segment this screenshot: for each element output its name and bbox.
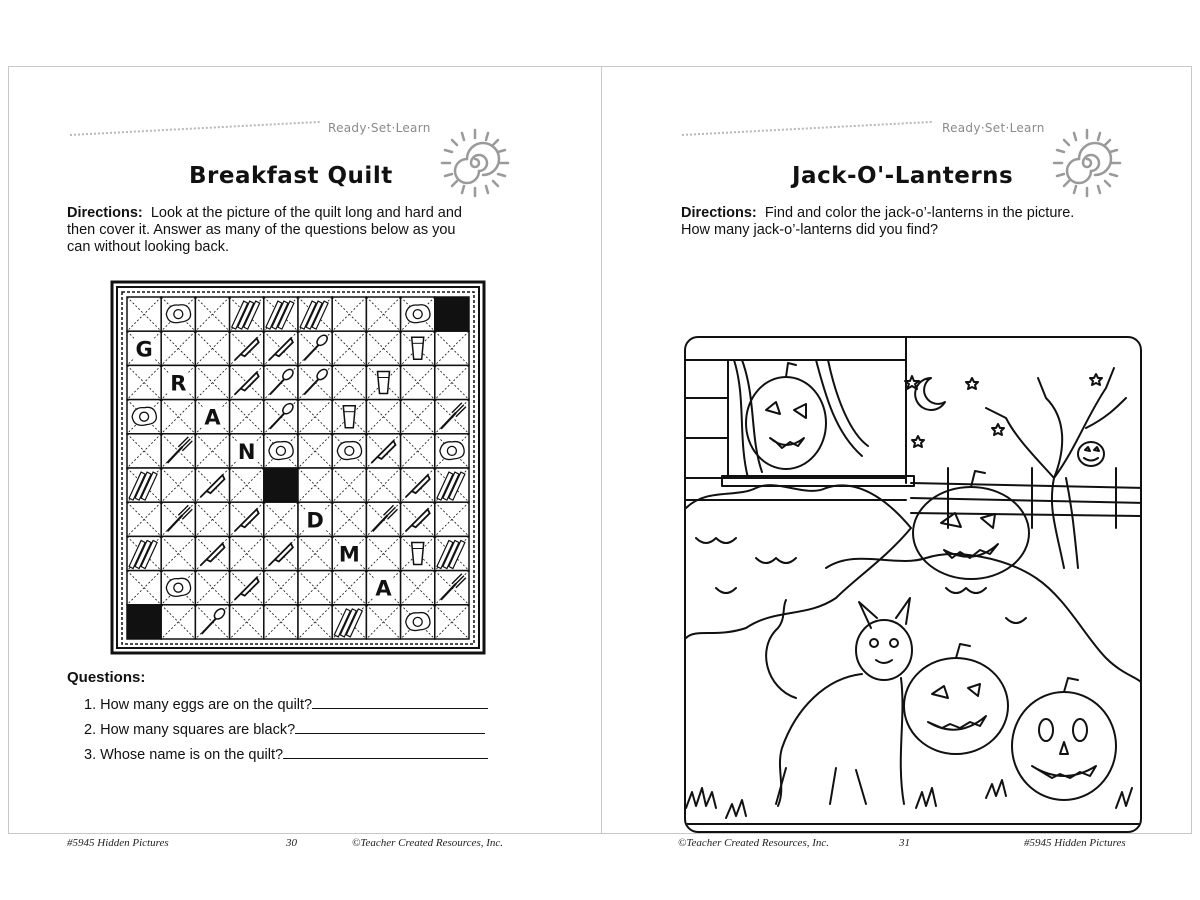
quilt-cell: [401, 331, 435, 365]
quilt-cell: [127, 468, 161, 502]
left-page: [8, 66, 602, 849]
quilt-cell: [435, 365, 469, 399]
quilt-cell: [401, 365, 435, 399]
quilt-cell: [332, 605, 366, 639]
night-sky: [905, 374, 1102, 447]
quilt-cell: [161, 434, 195, 468]
quilt-cell: [161, 605, 195, 639]
quilt-cell: [401, 297, 435, 331]
quilt-cell: [298, 605, 332, 639]
quilt-cell: [127, 605, 161, 639]
grass: [686, 780, 1142, 824]
answer-blank[interactable]: [312, 695, 488, 709]
quilt-letter: N: [237, 439, 256, 464]
directions-line: How many jack-o’-lanterns did you find?: [681, 222, 939, 238]
quilt-cell: [127, 297, 161, 331]
quilt-cell: [366, 502, 400, 536]
egg-icon: [440, 442, 464, 460]
quilt-cell: [161, 331, 195, 365]
quilt-cell: [366, 365, 400, 399]
directions-line: then cover it. Answer as many of the questions below as you: [67, 222, 456, 238]
milk-glass-icon: [343, 406, 355, 428]
quilt-cell: [401, 434, 435, 468]
quilt-cell: [195, 571, 229, 605]
question-text: 2. How many squares are black?: [84, 722, 296, 738]
window: [722, 360, 914, 486]
egg-icon: [166, 305, 190, 323]
quilt-cell: [435, 502, 469, 536]
directions-line: Find and color the jack-o’-lanterns in the picture.: [764, 205, 1075, 221]
quilt-cell: [127, 502, 161, 536]
brand-label: Ready·Set·Learn: [328, 121, 431, 135]
quilt-cell: [264, 331, 298, 365]
quilt-cell: [195, 468, 229, 502]
quilt-cell: [127, 536, 161, 570]
questions-heading: Questions:: [67, 669, 146, 686]
quilt-cell: [230, 468, 264, 502]
quilt-cell: [264, 400, 298, 434]
quilt-cell: [264, 536, 298, 570]
quilt-cell: [230, 400, 264, 434]
quilt-letter: G: [135, 337, 153, 362]
quilt-cell: [366, 605, 400, 639]
quilt-cell: [264, 571, 298, 605]
quilt-cell: [195, 365, 229, 399]
quilt-cell: [161, 365, 195, 399]
page-title: Breakfast Quilt: [189, 163, 393, 189]
brand-label: Ready·Set·Learn: [942, 121, 1045, 135]
black-cat: [766, 598, 912, 806]
quilt-cell: [127, 400, 161, 434]
quilt-cell: [195, 434, 229, 468]
quilt-cell: [195, 605, 229, 639]
quilt-cell: [161, 502, 195, 536]
quilt-cell: [298, 571, 332, 605]
quilt-cell: [298, 297, 332, 331]
answer-blank[interactable]: [295, 720, 485, 734]
jack-o-lantern-fence-icon: [1078, 442, 1104, 466]
hidden-picture-illustration: [686, 338, 1142, 833]
quilt-cell: [435, 536, 469, 570]
directions-label: Directions:: [681, 205, 757, 221]
page-title: Jack-O'-Lanterns: [792, 163, 1014, 189]
quilt-cell: [298, 536, 332, 570]
right-page: [602, 66, 1196, 849]
footer-book-id: #5945 Hidden Pictures: [1024, 837, 1126, 849]
quilt-cell: [230, 331, 264, 365]
quilt-cell: [264, 605, 298, 639]
quilt-cell: [161, 468, 195, 502]
quilt-cell: [332, 400, 366, 434]
directions-text: [681, 205, 1141, 239]
quilt-cell: [230, 297, 264, 331]
directions-text: [67, 205, 527, 256]
quilt-cell: [435, 400, 469, 434]
quilt-cell: [401, 536, 435, 570]
directions-label: Directions:: [67, 205, 143, 221]
quilt-cell: [230, 502, 264, 536]
quilt-cell: [230, 434, 264, 468]
quilt-cell: [195, 297, 229, 331]
bare-tree: [986, 368, 1126, 568]
quilt-cell: [230, 571, 264, 605]
quilt-cell: [264, 434, 298, 468]
quilt-cell: [230, 365, 264, 399]
quilt-cell: [435, 605, 469, 639]
quilt-grid: [110, 279, 488, 657]
question-text: 3. Whose name is on the quilt?: [84, 747, 284, 763]
quilt-cell: [264, 468, 298, 502]
jack-o-lantern-large-icon: [913, 471, 1029, 579]
quilt-cell: [264, 502, 298, 536]
quilt-cell: [332, 502, 366, 536]
quilt-cell: [366, 297, 400, 331]
quilt-cell: [332, 468, 366, 502]
answer-blank[interactable]: [283, 745, 488, 759]
quilt-cell: [401, 502, 435, 536]
quilt-cell: [298, 331, 332, 365]
quilt-cell: [264, 365, 298, 399]
quilt-cell: [366, 536, 400, 570]
directions-line: can without looking back.: [67, 239, 230, 255]
quilt-cell: [435, 331, 469, 365]
milk-glass-icon: [412, 543, 424, 565]
egg-icon: [269, 442, 293, 460]
quilt-cell: [332, 365, 366, 399]
quilt-cell: [230, 536, 264, 570]
quilt-letter: R: [170, 371, 187, 396]
page-number: 30: [286, 837, 297, 849]
header-dotted-line: [70, 121, 320, 136]
quilt-cell: [161, 571, 195, 605]
quilt-cell: [127, 331, 161, 365]
quilt-cell: [332, 331, 366, 365]
quilt-cell: [366, 571, 400, 605]
egg-icon: [337, 442, 361, 460]
quilt-cell: [332, 536, 366, 570]
quilt-cell: [127, 365, 161, 399]
quilt-cell: [332, 297, 366, 331]
quilt-cell: [401, 605, 435, 639]
quilt-cell: [195, 331, 229, 365]
quilt-cell: [435, 571, 469, 605]
quilt-cell: [127, 434, 161, 468]
quilt-cell: [435, 468, 469, 502]
quilt-cell: [332, 434, 366, 468]
question-2: [84, 720, 485, 738]
quilt-cell: [401, 571, 435, 605]
jack-o-lantern-right-icon: [1012, 678, 1116, 800]
quilt-cell: [298, 434, 332, 468]
egg-icon: [406, 613, 430, 631]
sun-icon: [1048, 124, 1126, 202]
quilt-letter: A: [204, 405, 221, 430]
quilt-letter: A: [375, 576, 392, 601]
quilt-cell: [435, 434, 469, 468]
halloween-scene: [684, 336, 1142, 833]
egg-icon: [166, 578, 190, 596]
quilt-cell: [195, 536, 229, 570]
sun-icon: [436, 124, 514, 202]
milk-glass-icon: [412, 337, 424, 359]
quilt-cell: [230, 605, 264, 639]
question-text: 1. How many eggs are on the quilt?: [84, 697, 313, 713]
quilt-cell: [298, 365, 332, 399]
quilt-cell: [298, 502, 332, 536]
quilt-cell: [161, 400, 195, 434]
quilt-letter: M: [338, 542, 360, 567]
quilt-cell: [366, 400, 400, 434]
quilt-cell: [298, 400, 332, 434]
quilt-cell: [298, 468, 332, 502]
breakfast-quilt: [110, 279, 488, 657]
egg-icon: [406, 305, 430, 323]
page-number: 31: [899, 837, 910, 849]
quilt-cell: [366, 331, 400, 365]
quilt-cell: [161, 297, 195, 331]
quilt-cell: [435, 297, 469, 331]
jack-o-lantern-middle-icon: [904, 644, 1008, 754]
quilt-cell: [332, 571, 366, 605]
quilt-cell: [401, 468, 435, 502]
quilt-letter: D: [306, 508, 324, 533]
quilt-cell: [366, 468, 400, 502]
quilt-cell: [401, 400, 435, 434]
quilt-cell: [366, 434, 400, 468]
header-dotted-line: [682, 121, 932, 136]
footer-copyright: ©Teacher Created Resources, Inc.: [352, 837, 504, 849]
egg-icon: [132, 407, 156, 425]
quilt-cell: [195, 400, 229, 434]
quilt-cell: [264, 297, 298, 331]
milk-glass-icon: [378, 372, 390, 394]
quilt-cell: [161, 536, 195, 570]
footer-copyright: ©Teacher Created Resources, Inc.: [678, 837, 830, 849]
question-1: [84, 695, 488, 713]
directions-line: Look at the picture of the quilt long and hard and: [150, 205, 462, 221]
question-3: [84, 745, 488, 763]
quilt-cell: [127, 571, 161, 605]
footer-book-id: #5945 Hidden Pictures: [67, 837, 169, 849]
quilt-cell: [195, 502, 229, 536]
